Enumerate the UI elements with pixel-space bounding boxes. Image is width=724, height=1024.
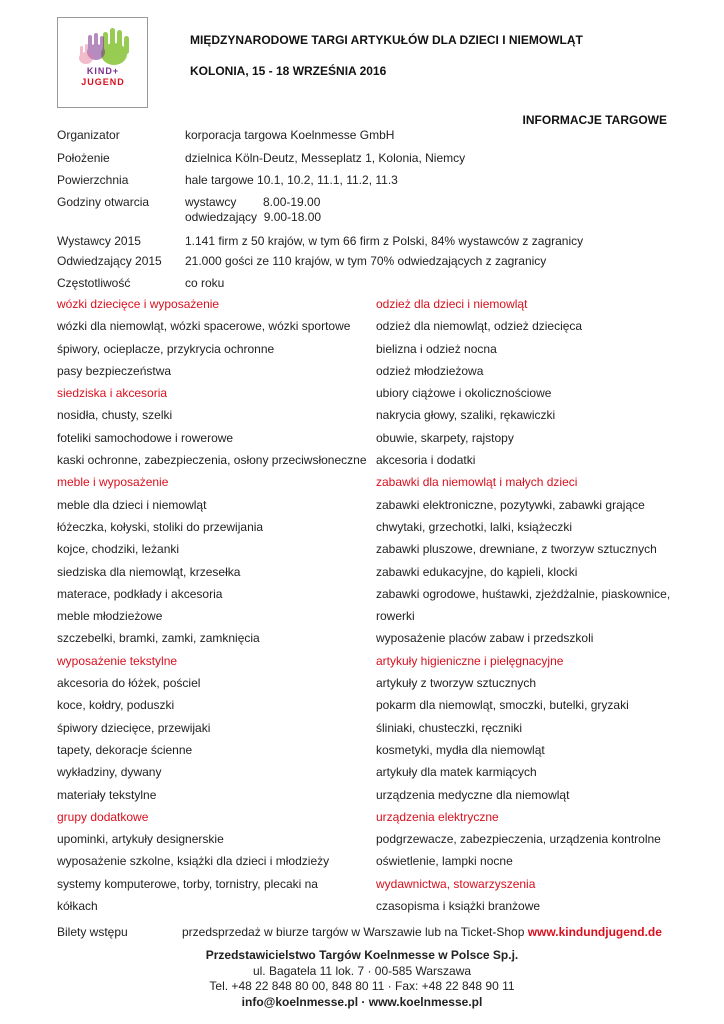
hands-icon: [58, 18, 147, 107]
category-item: kosmetyki, mydła dla niemowląt: [376, 742, 545, 757]
category-heading: siedziska i akcesoria: [57, 386, 168, 401]
footer-contact[interactable]: info@koelnmesse.pl · www.koelnmesse.pl: [241, 994, 483, 1009]
product-categories-right: [376, 297, 676, 921]
category-item: odzież młodzieżowa: [376, 363, 484, 378]
category-item: wyposażenie placów zabaw i przedszkoli: [376, 631, 594, 646]
fact-row: [57, 276, 583, 296]
category-item: rowerki: [376, 609, 415, 624]
category-item: oświetlenie, lampki nocne: [376, 854, 513, 869]
category-item: kaski ochronne, zabezpieczenia, osłony przeciwsłoneczne: [57, 453, 367, 468]
category-item: pokarm dla niemowląt, smoczki, butelki, gryzaki: [376, 698, 629, 713]
footer-company: Przedstawicielstwo Targów Koelnmesse w Polsce Sp.j.: [205, 948, 519, 962]
category-item: zabawki ogrodowe, huśtawki, zjeżdżalnie, piaskownice,: [376, 586, 671, 601]
category-item: kojce, chodziki, leżanki: [57, 542, 180, 557]
fact-value: co roku: [185, 276, 225, 290]
category-heading: wyposażenie tekstylne: [57, 653, 178, 668]
category-item: koce, kołdry, poduszki: [57, 698, 175, 713]
category-heading: grupy dodatkowe: [57, 809, 149, 824]
footer-address: ul. Bagatela 11 lok. 7 · 00-585 Warszawa: [252, 963, 472, 978]
category-heading: zabawki dla niemowląt i małych dzieci: [376, 475, 578, 490]
category-item: zabawki elektroniczne, pozytywki, zabawki grające: [376, 497, 645, 512]
category-heading: urządzenia elektryczne: [376, 809, 499, 824]
fact-label: Godziny otwarcia: [57, 195, 150, 209]
logo-text-line1: KIND+: [86, 66, 120, 76]
category-heading: wydawnictwa, stowarzyszenia: [376, 876, 536, 891]
tickets-text: przedsprzedaż w biurze targów w Warszawie lub na Ticket-Shop: [182, 925, 528, 939]
category-item: szczebelki, bramki, zamki, zamknięcia: [57, 631, 260, 646]
tickets-label: Bilety wstępu: [57, 925, 128, 939]
fact-value: dzielnica Köln-Deutz, Messeplatz 1, Kolonia, Niemcy: [185, 151, 466, 165]
category-item: tapety, dekoracje ścienne: [57, 742, 193, 757]
category-item: wyposażenie szkolne, książki dla dzieci i młodzieży: [57, 854, 330, 869]
category-item: śpiwory dziecięce, przewijaki: [57, 720, 211, 735]
category-heading: meble i wyposażenie: [57, 475, 169, 490]
fact-label: Organizator: [57, 128, 120, 142]
category-item: upominki, artykuły designerskie: [57, 832, 224, 847]
fact-label: Położenie: [57, 151, 110, 165]
category-item: wykładziny, dywany: [57, 765, 162, 780]
category-item: foteliki samochodowe i rowerowe: [57, 430, 234, 445]
fact-value-line: wystawcy 8.00-19.00: [185, 195, 321, 209]
fact-label: Odwiedzający 2015: [57, 254, 162, 268]
fact-label: Wystawcy 2015: [57, 234, 141, 248]
category-item: łóżeczka, kołyski, stoliki do przewijania: [57, 519, 264, 534]
category-item: systemy komputerowe, torby, tornistry, plecaki na: [57, 876, 318, 891]
category-item: czasopisma i książki branżowe: [376, 899, 541, 914]
tickets-info: [182, 925, 662, 939]
fact-value: hale targowe 10.1, 10.2, 11.1, 11.2, 11.3: [185, 173, 398, 187]
fact-value-line: odwiedzający 9.00-18.00: [185, 210, 322, 224]
fact-row: [57, 173, 583, 195]
fair-dates: KOLONIA, 15 - 18 WRZEŚNIA 2016: [190, 64, 387, 78]
product-categories-left: [57, 297, 367, 921]
footer: [0, 948, 724, 1010]
fact-row: [57, 195, 583, 234]
category-item: nakrycia głowy, szaliki, rękawiczki: [376, 408, 556, 423]
category-item: urządzenia medyczne dla niemowląt: [376, 787, 570, 802]
fact-value: 1.141 firm z 50 krajów, w tym 66 firm z Polski, 84% wystawców z zagranicy: [185, 234, 584, 248]
fact-value: [185, 195, 583, 234]
kind-jugend-logo: [57, 17, 148, 108]
fact-row: [57, 234, 583, 254]
category-item: nosidła, chusty, szelki: [57, 408, 173, 423]
category-item: odzież dla niemowląt, odzież dziecięca: [376, 319, 583, 334]
fact-label: Częstotliwość: [57, 276, 131, 290]
fact-row: [57, 151, 583, 173]
fact-value: korporacja targowa Koelnmesse GmbH: [185, 128, 395, 142]
category-item: materiały tekstylne: [57, 787, 157, 802]
fact-label: Powierzchnia: [57, 173, 129, 187]
category-item: akcesoria i dodatki: [376, 453, 476, 468]
category-heading: artykuły higieniczne i pielęgnacyjne: [376, 653, 564, 668]
category-item: bielizna i odzież nocna: [376, 341, 497, 356]
category-item: śliniaki, chusteczki, ręczniki: [376, 720, 523, 735]
tickets-link[interactable]: www.kindundjugend.de: [527, 925, 662, 939]
section-title: INFORMACJE TARGOWE: [522, 113, 667, 127]
fact-row: [57, 254, 583, 276]
category-item: akcesoria do łóżek, pościel: [57, 676, 201, 691]
category-item: materace, podkłady i akcesoria: [57, 586, 223, 601]
category-item: pasy bezpieczeństwa: [57, 363, 172, 378]
facts-table: [57, 128, 583, 296]
category-item: ubiory ciążowe i okolicznościowe: [376, 386, 552, 401]
category-item: meble młodzieżowe: [57, 609, 163, 624]
category-item: obuwie, skarpety, rajstopy: [376, 430, 514, 445]
category-item: wózki dla niemowląt, wózki spacerowe, wózki sportowe: [57, 319, 351, 334]
fact-value: 21.000 gości ze 110 krajów, w tym 70% odwiedzających z zagranicy: [185, 254, 547, 268]
category-item: podgrzewacze, zabezpieczenia, urządzenia kontrolne: [376, 832, 661, 847]
category-heading: odzież dla dzieci i niemowląt: [376, 297, 528, 311]
fact-row: [57, 128, 583, 151]
category-item: śpiwory, ocieplacze, przykrycia ochronne: [57, 341, 275, 356]
category-item: meble dla dzieci i niemowląt: [57, 497, 207, 512]
tickets-row: [57, 925, 662, 939]
fair-title: MIĘDZYNARODOWE TARGI ARTYKUŁÓW DLA DZIECI I NIEMOWLĄT: [190, 33, 583, 47]
category-item: artykuły dla matek karmiących: [376, 765, 537, 780]
category-item: chwytaki, grzechotki, lalki, książeczki: [376, 519, 573, 534]
category-heading: wózki dziecięce i wyposażenie: [57, 297, 220, 311]
logo-text-line2: JUGEND: [81, 77, 125, 87]
category-item: zabawki pluszowe, drewniane, z tworzyw sztucznych: [376, 542, 657, 557]
category-item: artykuły z tworzyw sztucznych: [376, 676, 537, 691]
category-item: zabawki edukacyjne, do kąpieli, klocki: [376, 564, 578, 579]
category-item: siedziska dla niemowląt, krzesełka: [57, 564, 241, 579]
footer-phone: Tel. +48 22 848 80 00, 848 80 11 · Fax: +48 22 848 90 11: [209, 979, 515, 993]
category-item: kółkach: [57, 899, 98, 914]
